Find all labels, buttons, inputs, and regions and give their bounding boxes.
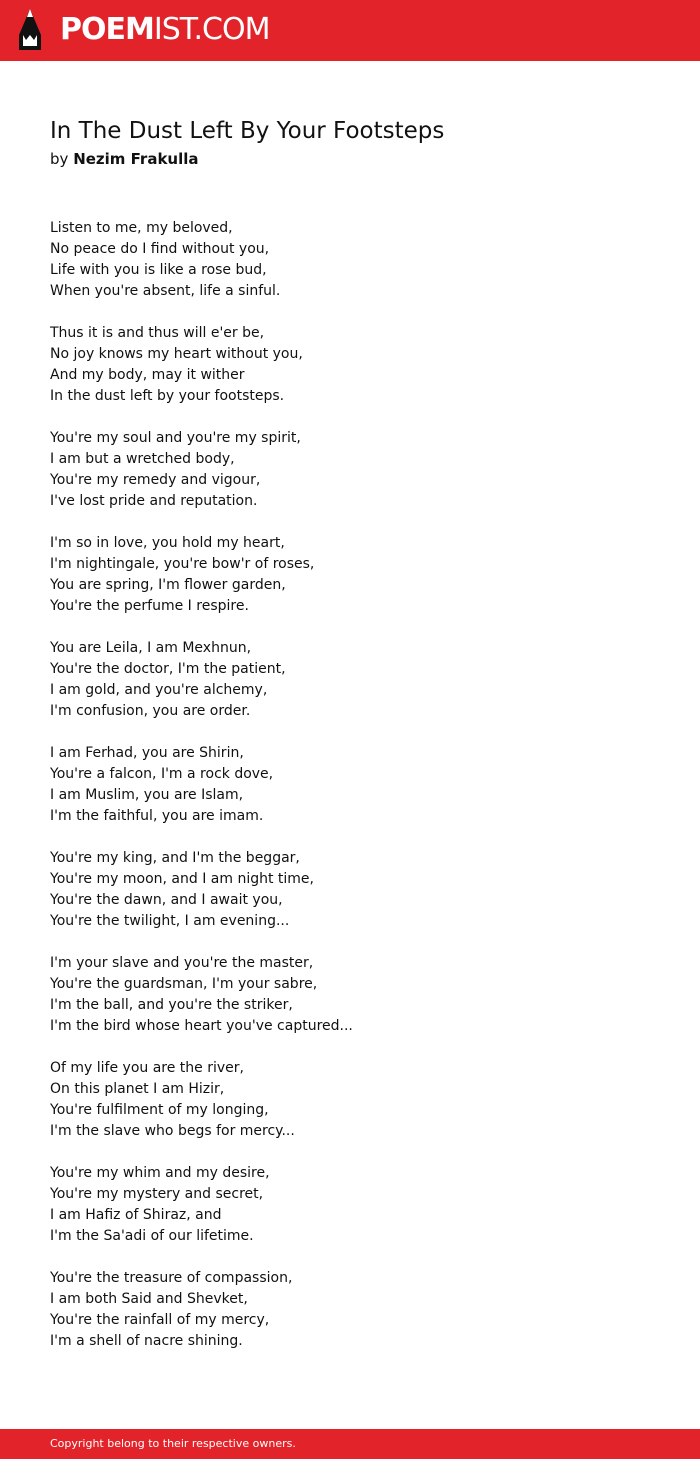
author-name: Nezim Frakulla — [73, 150, 199, 168]
site-logo-link[interactable] — [16, 8, 269, 52]
poem-line: You're my mystery and secret, — [50, 1186, 264, 1202]
poem-line: You're the rainfall of my mercy, — [50, 1312, 270, 1328]
poem-stanza — [50, 638, 670, 722]
poem-line: You're the dawn, and I await you, — [50, 892, 283, 908]
poem-stanza — [50, 1058, 670, 1142]
poem-line: I am Hafiz of Shiraz, and — [50, 1207, 222, 1223]
pencil-tip-icon — [16, 8, 44, 52]
brand-name-bold: POEM — [60, 12, 154, 47]
poem-line: And my body, may it wither — [50, 367, 245, 383]
site-header — [0, 0, 700, 61]
poem-line: You're the guardsman, I'm your sabre, — [50, 976, 318, 992]
poem-stanza — [50, 533, 670, 617]
poem-stanza — [50, 428, 670, 512]
poem-stanza — [50, 1268, 670, 1352]
poem-body — [50, 218, 670, 1373]
poem-stanza — [50, 323, 670, 407]
poem-line: I'm confusion, you are order. — [50, 703, 251, 719]
poem-stanza — [50, 848, 670, 932]
site-footer — [0, 1429, 700, 1459]
poem-line: I am Ferhad, you are Shirin, — [50, 745, 244, 761]
poem-line: No peace do I find without you, — [50, 241, 270, 257]
poem-line: You're a falcon, I'm a rock dove, — [50, 766, 274, 782]
poem-line: Life with you is like a rose bud, — [50, 262, 267, 278]
poem-line: You are spring, I'm flower garden, — [50, 577, 286, 593]
poem-line: You're the treasure of compassion, — [50, 1270, 293, 1286]
byline — [50, 148, 199, 170]
by-label: by — [50, 150, 69, 168]
poem-line: I've lost pride and reputation. — [50, 493, 258, 509]
poem-line: No joy knows my heart without you, — [50, 346, 303, 362]
poem-line: In the dust left by your footsteps. — [50, 388, 285, 404]
poem-line: I'm the faithful, you are imam. — [50, 808, 264, 824]
poem-line: I'm the ball, and you're the striker, — [50, 997, 293, 1013]
poem-line: I'm the slave who begs for mercy... — [50, 1123, 295, 1139]
poem-line: You're the perfume I respire. — [50, 598, 249, 614]
poem-line: Listen to me, my beloved, — [50, 220, 233, 236]
poem-line: When you're absent, life a sinful. — [50, 283, 281, 299]
poem-line: You're the doctor, I'm the patient, — [50, 661, 286, 677]
poem-line: You're my king, and I'm the beggar, — [50, 850, 300, 866]
brand-name-light: IST.COM — [153, 12, 270, 47]
poem-line: I am gold, and you're alchemy, — [50, 682, 268, 698]
poem-line: On this planet I am Hizir, — [50, 1081, 225, 1097]
poem-line: You are Leila, I am Mexhnun, — [50, 640, 252, 656]
poem-stanza — [50, 953, 670, 1037]
poem-line: I am but a wretched body, — [50, 451, 235, 467]
poem-line: You're my remedy and vigour, — [50, 472, 261, 488]
poem-line: Thus it is and thus will e'er be, — [50, 325, 265, 341]
poem-line: I'm the bird whose heart you've captured... — [50, 1018, 353, 1034]
copyright-notice: Copyright belong to their respective owners. — [50, 1437, 296, 1450]
poem-title: In The Dust Left By Your Footsteps — [50, 118, 445, 144]
poem-line: I am Muslim, you are Islam, — [50, 787, 244, 803]
poem-line: I am both Said and Shevket, — [50, 1291, 248, 1307]
poem-line: I'm the Sa'adi of our lifetime. — [50, 1228, 254, 1244]
poem-line: You're my soul and you're my spirit, — [50, 430, 301, 446]
poem-stanza — [50, 218, 670, 302]
poem-line: I'm your slave and you're the master, — [50, 955, 314, 971]
poem-stanza — [50, 1163, 670, 1247]
poem-line: Of my life you are the river, — [50, 1060, 244, 1076]
poem-line: You're fulfilment of my longing, — [50, 1102, 269, 1118]
poem-line: You're my moon, and I am night time, — [50, 871, 314, 887]
poem-line: You're the twilight, I am evening... — [50, 913, 290, 929]
poem-line: I'm so in love, you hold my heart, — [50, 535, 285, 551]
brand-name — [60, 8, 269, 52]
poem-line: I'm a shell of nacre shining. — [50, 1333, 243, 1349]
poem-stanza — [50, 743, 670, 827]
poem-line: You're my whim and my desire, — [50, 1165, 270, 1181]
poem-line: I'm nightingale, you're bow'r of roses, — [50, 556, 315, 572]
